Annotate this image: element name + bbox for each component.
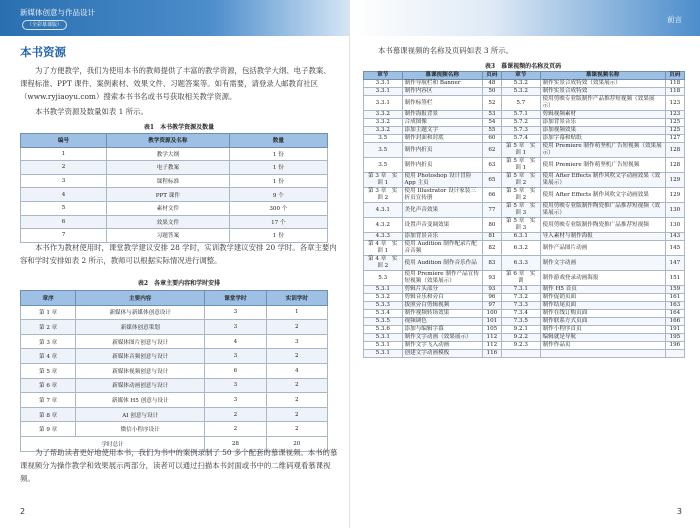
table1-header-cell: 数量 [229, 134, 327, 148]
video-row-cell: 54 [482, 119, 501, 127]
video-row [364, 111, 685, 119]
section-title: 本书资源 [20, 45, 66, 59]
video-row-cell: 制作游戏登录动画海报 [540, 271, 665, 286]
right-page [351, 0, 700, 528]
video-row-cell: 63 [482, 158, 501, 173]
video-row-cell: 制作文字飞入动画 [402, 342, 482, 350]
video-row-cell: 3.3.1 [364, 96, 403, 111]
video-table-intro: 本书慕课视频的名称及页码如表 3 所示。 [378, 46, 514, 55]
video-row-cell: 制作小程序首页 [540, 326, 665, 334]
table3-header-cell: 章节 [364, 72, 403, 80]
video-row-cell: 制作封面和封底 [402, 135, 482, 143]
chapter-row [21, 422, 328, 437]
video-row-cell: 导入素材与制作海报 [540, 233, 665, 241]
chapter-row-cell: 3 [205, 305, 266, 320]
schedule-paragraph: 本书作为教材使用时，课堂教学建议安排 28 学时，实训教学建议安排 20 学时。各章主要内容和学时安排如表 2 所示，教师可以根据实际情况进行调整。 [20, 243, 337, 265]
video-row-cell: 125 [665, 119, 684, 127]
video-row-cell: 编辑就是导航 [540, 334, 665, 342]
video-row-cell: 拔照旁白剪辑视频 [402, 302, 482, 310]
video-row-cell: 5.3.3 [364, 302, 403, 310]
video-row-cell: 使用 Photoshop 设计冒险 App 主页 [402, 173, 482, 188]
video-row-cell: 129 [665, 173, 684, 188]
resource-row-cell: 4 [21, 188, 107, 202]
video-row-cell: 123 [665, 96, 684, 111]
video-row [364, 302, 685, 310]
video-row-cell: 剪辑音乐和旁白 [402, 294, 482, 302]
video-row-cell: 163 [665, 302, 684, 310]
mooc-video-table [363, 71, 685, 358]
video-row-cell: 添加主题文字 [402, 127, 482, 135]
video-row-cell: 第 3 章 实训 2 [364, 188, 403, 203]
video-row-cell: 制作作品页 [540, 342, 665, 350]
chapter-row-cell: 2 [266, 349, 327, 364]
chapter-row [21, 320, 328, 335]
video-row-cell: 127 [665, 135, 684, 143]
video-row-cell: 制作实景合成特效（效果展示） [540, 80, 665, 88]
video-row-cell: 100 [482, 310, 501, 318]
chapter-row-cell: 3 [205, 393, 266, 408]
resource-row-cell: 5 [21, 201, 107, 215]
chapter-row-cell: 第 6 章 [21, 378, 76, 393]
video-row-cell: 4.3.3 [364, 233, 403, 241]
video-row-cell: 制作联系方式页面 [540, 318, 665, 326]
video-row [364, 286, 685, 294]
video-row-cell: 剪辑视频素材 [540, 111, 665, 119]
video-row-cell: 制作促销页面 [540, 294, 665, 302]
video-row-cell: 5.3 [364, 271, 403, 286]
table3-header-cell: 慕课视频名称 [402, 72, 482, 80]
resource-row [21, 215, 328, 229]
video-row-cell: 4.3.1 [364, 203, 403, 218]
resource-row-cell: 1 份 [229, 161, 327, 175]
right-header-band [351, 0, 700, 36]
video-row-cell: 66 [482, 188, 501, 203]
video-row [364, 127, 685, 135]
video-row-cell: 制作文字动画 [540, 256, 665, 271]
video-row [364, 119, 685, 127]
video-row-cell: 55 [482, 127, 501, 135]
video-row [364, 342, 685, 350]
video-row-cell: 5.3.2 [502, 88, 541, 96]
video-row-cell: 制作实景合成特效 [540, 88, 665, 96]
video-row-cell: 制作内折页 [402, 143, 482, 158]
chapter-row-cell: 2 [266, 393, 327, 408]
video-row [364, 241, 685, 256]
video-row-cell: 7.3.5 [502, 318, 541, 326]
chapter-row-cell: 2 [266, 320, 327, 335]
video-row [364, 294, 685, 302]
chapter-row-cell: 2 [266, 422, 327, 437]
video-row-cell [540, 350, 665, 358]
video-row [364, 233, 685, 241]
chapter-row-cell: 2 [205, 407, 266, 422]
video-row-cell: 5.3.4 [364, 310, 403, 318]
video-row-cell: 制作视频转场效果 [402, 310, 482, 318]
video-row [364, 203, 685, 218]
video-row-cell: 使用 Audition 制作音乐作品 [402, 256, 482, 271]
preface-label: 前言 [667, 15, 682, 24]
video-row-cell: 145 [665, 241, 684, 256]
video-row-cell: 93 [482, 286, 501, 294]
resource-table-ref-paragraph: 本书教学资源及数量如表 1 所示。 [35, 107, 148, 116]
video-row-cell: 130 [665, 218, 684, 233]
video-row-cell: 创建文字动画模板 [402, 350, 482, 358]
video-row [364, 256, 685, 271]
video-row-cell: 166 [665, 318, 684, 326]
book-title: 新媒体创意与作品设计 [20, 8, 95, 17]
video-row-cell: 使用剪映专业版制作陶瓷推广品推荐短视频（效果展示） [540, 203, 665, 218]
chapter-row-cell: 1 [266, 305, 327, 320]
video-row [364, 88, 685, 96]
chapter-row-cell: 2 [205, 422, 266, 437]
resource-row-cell: 1 份 [229, 174, 327, 188]
resource-row-cell: 7 [21, 229, 107, 243]
video-row-cell: 第 3 章 实训 1 [364, 173, 403, 188]
video-row-cell: 制作内折页 [402, 158, 482, 173]
resource-row-cell: 1 [21, 147, 107, 161]
resource-row [21, 188, 328, 202]
video-row-cell: 191 [665, 326, 684, 334]
resource-row-cell: 1 份 [229, 147, 327, 161]
edition-badge: （全彩慕课版） [22, 20, 67, 30]
video-row-cell: 5.7.2 [502, 119, 541, 127]
video-row-cell: 128 [665, 158, 684, 173]
resource-row-cell: 素材文件 [106, 201, 229, 215]
video-row-cell: 82 [482, 241, 501, 256]
video-row-cell: 6.3.3 [502, 256, 541, 271]
video-row-cell: 使用 After Effects 制作风吹文字动画效果（效果展示） [540, 173, 665, 188]
video-row-cell: 3.3.2 [364, 127, 403, 135]
video-row-cell: 使用 After Effects 制作风吹文字动画效果 [540, 188, 665, 203]
video-row-cell: 剪辑片头部分 [402, 286, 482, 294]
video-row-cell: 9.2.1 [502, 326, 541, 334]
table1-caption: 表1 本书教学资源及数量 [143, 124, 215, 131]
chapter-row [21, 407, 328, 422]
video-row-cell: 83 [482, 256, 501, 271]
resource-row [21, 201, 328, 215]
video-row-cell: 116 [482, 350, 501, 358]
video-row-cell: 5.3.2 [502, 80, 541, 88]
chapter-row [21, 393, 328, 408]
video-row-cell: 105 [482, 326, 501, 334]
resource-row-cell: 效果文件 [106, 215, 229, 229]
video-row-cell: 161 [665, 294, 684, 302]
video-row-cell: 52 [482, 96, 501, 111]
video-paragraph: 为了帮助读者更好地使用本书，我们为书中的案例录制了 50 多个配套的慕课视频。本书的慕课视频分为操作教学和效果展示两部分，读者可以通过扫描本书封面或书中的二维码观看慕课视频。 [20, 448, 338, 483]
video-row-cell: 第 5 章 实训 3 [502, 218, 541, 233]
video-row-cell: 添加背景音乐 [540, 119, 665, 127]
resource-row-cell: 教学大纲 [106, 147, 229, 161]
video-row-cell: 48 [482, 80, 501, 88]
chapter-row-cell: 3 [205, 349, 266, 364]
video-row-cell: 制作产品图片动画 [540, 241, 665, 256]
chapter-row-cell: 2 [266, 378, 327, 393]
chapter-row-cell: 新媒体动画创意与设计 [76, 378, 205, 393]
chapter-row-cell: 新媒体图片创意与设计 [76, 334, 205, 349]
resource-row-cell: 习题答案 [106, 229, 229, 243]
video-row-cell: 112 [482, 342, 501, 350]
video-row-cell: 118 [665, 80, 684, 88]
video-row-cell: 3.3.2 [364, 119, 403, 127]
video-row-cell [665, 350, 684, 358]
chapter-row-cell: 第 7 章 [21, 393, 76, 408]
video-row-cell: 195 [665, 334, 684, 342]
video-row-cell: 5.3.1 [364, 286, 403, 294]
video-row-cell: 添加视频效果 [540, 127, 665, 135]
video-row-cell: 5.3.1 [364, 334, 403, 342]
table3-header-cell: 页码 [665, 72, 684, 80]
video-row-cell: 112 [482, 334, 501, 342]
chapter-row-cell: 3 [266, 334, 327, 349]
chapter-schedule-table [20, 290, 328, 452]
table3-header-cell: 慕课视频名称 [540, 72, 665, 80]
resources-table [20, 133, 328, 243]
chapter-row-cell: 第 3 章 [21, 334, 76, 349]
video-row-cell: 5.3.1 [364, 342, 403, 350]
video-row-cell: 97 [482, 302, 501, 310]
chapter-row-cell: 新媒体音频创意与设计 [76, 349, 205, 364]
video-row-cell: 第 6 章 实训 [502, 271, 541, 286]
video-row [364, 188, 685, 203]
video-row-cell: 第 5 章 实训 1 [502, 158, 541, 173]
video-row-cell: 4.3.2 [364, 218, 403, 233]
chapter-row [21, 305, 328, 320]
video-row-cell: 65 [482, 173, 501, 188]
resource-row-cell: 9 个 [229, 188, 327, 202]
video-row-cell: 3.3.1 [364, 80, 403, 88]
video-row-cell: 第 5 章 实训 1 [502, 143, 541, 158]
video-row-cell: 制作海报背景 [402, 111, 482, 119]
video-row-cell: 制作内容区 [402, 88, 482, 96]
video-row [364, 158, 685, 173]
resource-row-cell: 电子教案 [106, 161, 229, 175]
video-row-cell: 使用 Premiere 制作萌坚机广告短视频 [540, 158, 665, 173]
video-row-cell: 80 [482, 218, 501, 233]
video-row-cell: 60 [482, 135, 501, 143]
video-row-cell: 129 [665, 188, 684, 203]
video-row-cell: 5.7.1 [502, 111, 541, 119]
chapter-row-cell: 4 [266, 363, 327, 378]
table1-header-cell: 编号 [21, 134, 107, 148]
table3-header-cell: 章节 [502, 72, 541, 80]
resource-row-cell: 1 份 [229, 229, 327, 243]
video-row-cell: 制作结尾页面 [540, 302, 665, 310]
chapter-row-cell: 第 8 章 [21, 407, 76, 422]
video-row-cell: 3.3.2 [364, 111, 403, 119]
video-row-cell: 第 5 章 实训 2 [502, 188, 541, 203]
video-row-cell: 6.3.2 [502, 241, 541, 256]
resource-intro-paragraph: 为了方便教学，我们为使用本书的教师提供了丰富的教学资源，包括教学大纲、电子教案、课程标准、PPT 课件、案例素材、效果文件、习题答案等。如有需要，请登录人邮教育社区（www.ryjiaoyu.com）搜索本书书名或书号获取相关教学资源。 [20, 66, 331, 101]
video-row-cell: 使用 Audition 制作配录片配音音频 [402, 241, 482, 256]
video-row-cell: 130 [665, 203, 684, 218]
chapter-row-cell: 3 [205, 320, 266, 335]
video-row-cell: 3.5 [364, 158, 403, 173]
video-row-cell: 制作 H5 首页 [540, 286, 665, 294]
video-row-cell: 制作在线订购页面 [540, 310, 665, 318]
chapter-row-cell: 第 9 章 [21, 422, 76, 437]
video-row [364, 80, 685, 88]
video-row [364, 310, 685, 318]
video-row [364, 271, 685, 286]
resource-row-cell: 300 个 [229, 201, 327, 215]
video-row-cell: 77 [482, 203, 501, 218]
table1-header-cell: 教学资源及名称 [106, 134, 229, 148]
chapter-row-cell: 新媒体创意策划 [76, 320, 205, 335]
table2-header-cell: 章序 [21, 291, 76, 306]
video-row-cell: 设置声音变调效果 [402, 218, 482, 233]
chapter-row [21, 363, 328, 378]
video-row-cell: 使用 Illustrator 设计家装三折页宣传册 [402, 188, 482, 203]
resource-row-cell: 6 [21, 215, 107, 229]
video-row [364, 318, 685, 326]
video-row-cell: 第 5 章 实训 3 [502, 203, 541, 218]
chapter-row-cell: 第 2 章 [21, 320, 76, 335]
video-row-cell: 9.2.2 [502, 334, 541, 342]
video-row-cell: 5.3.1 [364, 350, 403, 358]
chapter-row-cell: 新媒体视频创意与设计 [76, 363, 205, 378]
left-header-band [0, 0, 350, 36]
chapter-row-cell: 4 [205, 334, 266, 349]
video-row-cell: 7.3.2 [502, 294, 541, 302]
chapter-row-cell: 第 5 章 [21, 363, 76, 378]
video-row-cell: 制作导航栏和 Banner [402, 80, 482, 88]
video-row-cell: 使用剪映专业版制作产品推荐短视频（效果展示） [540, 96, 665, 111]
video-row-cell: 7.3.4 [502, 310, 541, 318]
video-row-cell: 5.7.3 [502, 127, 541, 135]
video-row-cell: 3.5 [364, 143, 403, 158]
video-row-cell: 5.7 [502, 96, 541, 111]
video-row-cell: 5.3.2 [364, 294, 403, 302]
chapter-row [21, 334, 328, 349]
resource-row-cell: PPT 课件 [106, 188, 229, 202]
video-row-cell: 使用 Premiere 制作萌坚机广告短视频（效果展示） [540, 143, 665, 158]
video-row-cell: 使用 Premiere 制作产品宣传短视频（效果展示） [402, 271, 482, 286]
video-row-cell: 93 [482, 271, 501, 286]
video-row [364, 96, 685, 111]
video-row-cell: 7.3.3 [502, 302, 541, 310]
video-row [364, 143, 685, 158]
video-row-cell: 第 4 章 实训 1 [364, 241, 403, 256]
chapter-row-cell: 新媒体与新媒体创意设计 [76, 305, 205, 320]
video-row [364, 326, 685, 334]
video-row-cell: 7.3.1 [502, 286, 541, 294]
resource-row-cell: 2 [21, 161, 107, 175]
resource-row [21, 174, 328, 188]
chapter-row-cell: 3 [205, 378, 266, 393]
video-row [364, 135, 685, 143]
chapter-row-cell: 微信小程序设计 [76, 422, 205, 437]
chapter-row-cell: 新媒体 H5 创意与设计 [76, 393, 205, 408]
resource-row-cell: 课程标准 [106, 174, 229, 188]
video-row-cell: 5.7.4 [502, 135, 541, 143]
resource-row [21, 161, 328, 175]
video-row-cell: 9.2.3 [502, 342, 541, 350]
video-row [364, 350, 685, 358]
video-row-cell: 添加背景音乐 [402, 233, 482, 241]
chapter-row-cell: 第 1 章 [21, 305, 76, 320]
total-practice-hours: 20 [266, 436, 327, 451]
chapter-row [21, 378, 328, 393]
video-row-cell: 164 [665, 310, 684, 318]
video-row-cell: 制作标签栏 [402, 96, 482, 111]
chapter-row-cell: AI 创意与设计 [76, 407, 205, 422]
video-row-cell: 3.5 [364, 135, 403, 143]
video-row-cell: 3.3.1 [364, 88, 403, 96]
resource-row [21, 147, 328, 161]
table3-caption: 表3 慕课视频的名称及页码 [484, 63, 562, 70]
chapter-row-cell: 6 [205, 363, 266, 378]
total-label: 学时总计 [21, 436, 205, 451]
table2-header-cell: 课堂学时 [205, 291, 266, 306]
video-row-cell: 合成图像 [402, 119, 482, 127]
total-class-hours: 28 [205, 436, 266, 451]
video-row-cell: 159 [665, 286, 684, 294]
table2-caption: 表2 各章主要内容和学时安排 [137, 280, 221, 287]
video-row-cell: 制作文字动画（效果展示） [402, 334, 482, 342]
video-row-cell: 50 [482, 88, 501, 96]
table3-header-cell: 页码 [482, 72, 501, 80]
video-row-cell: 147 [665, 256, 684, 271]
video-row [364, 173, 685, 188]
video-row-cell: 96 [482, 294, 501, 302]
video-row-cell: 第 5 章 实训 2 [502, 173, 541, 188]
chapter-row [21, 349, 328, 364]
video-row-cell: 53 [482, 111, 501, 119]
chapter-row-cell: 2 [266, 407, 327, 422]
resource-row-cell: 3 [21, 174, 107, 188]
video-row-cell: 62 [482, 143, 501, 158]
video-row-cell: 143 [665, 233, 684, 241]
video-row [364, 334, 685, 342]
table2-header-cell: 实训学时 [266, 291, 327, 306]
chapter-row-cell: 第 4 章 [21, 349, 76, 364]
resource-row-cell: 17 个 [229, 215, 327, 229]
video-row-cell: 第 4 章 实训 2 [364, 256, 403, 271]
page-number-right: 3 [676, 507, 682, 516]
video-row-cell: 151 [665, 271, 684, 286]
video-row-cell: 添加与编辑字幕 [402, 326, 482, 334]
video-row-cell: 美化声音效果 [402, 203, 482, 218]
video-row-cell: 使用剪映专业版制作陶瓷推广品推荐短视频 [540, 218, 665, 233]
video-row-cell: 196 [665, 342, 684, 350]
video-row-cell: 101 [482, 318, 501, 326]
video-row-cell: 添加字幕和贴纸 [540, 135, 665, 143]
video-row-cell [502, 350, 541, 358]
page-number-left: 2 [20, 507, 26, 516]
video-row-cell: 123 [665, 111, 684, 119]
video-row-cell: 125 [665, 127, 684, 135]
video-row-cell: 视频调色 [402, 318, 482, 326]
video-row-cell: 6.3.1 [502, 233, 541, 241]
video-row-cell: 5.3.6 [364, 326, 403, 334]
video-row-cell: 128 [665, 143, 684, 158]
video-row-cell: 5.3.5 [364, 318, 403, 326]
video-row [364, 218, 685, 233]
video-row-cell: 81 [482, 233, 501, 241]
video-row-cell: 118 [665, 88, 684, 96]
table2-header-cell: 主要内容 [76, 291, 205, 306]
